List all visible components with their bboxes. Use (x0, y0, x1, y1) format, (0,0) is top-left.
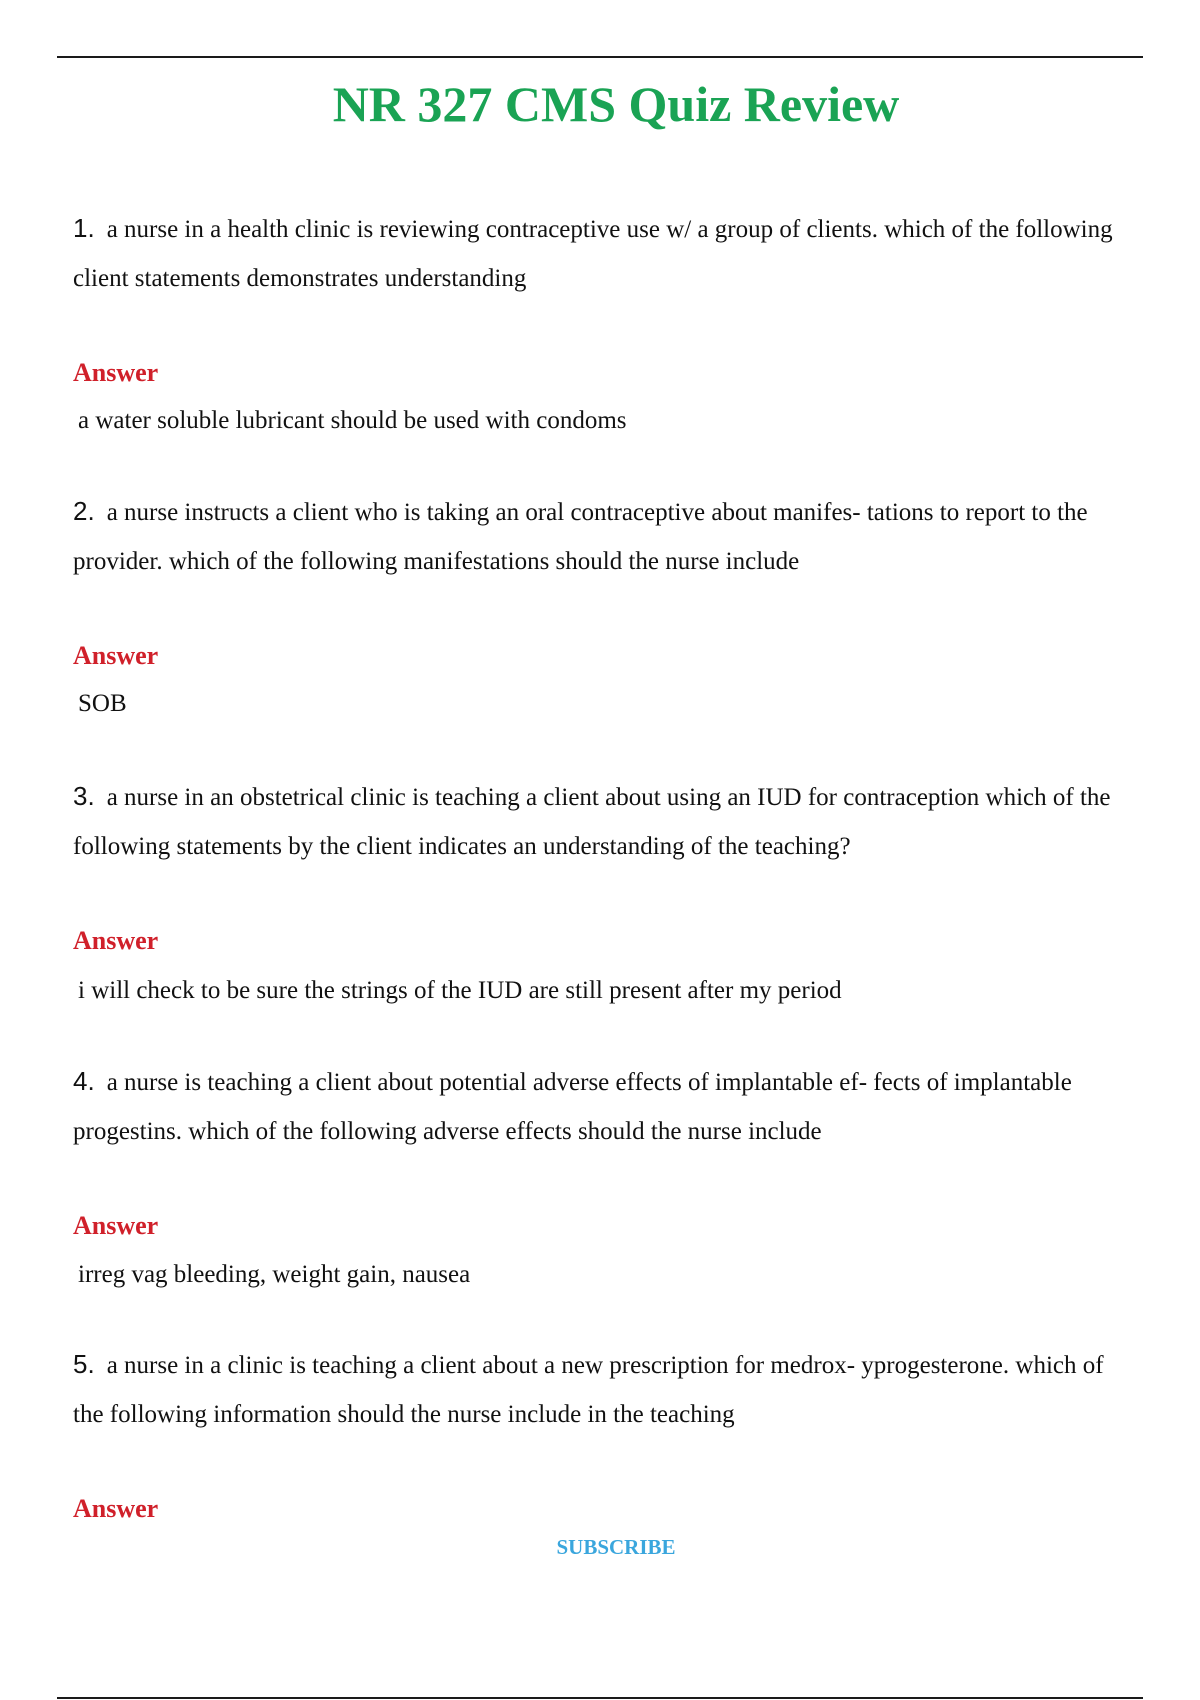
question-block-1 (73, 204, 1133, 434)
question-5 (73, 1340, 1133, 1439)
answer-label: Answer (73, 1211, 159, 1240)
bottom-rule (57, 1697, 1143, 1699)
answer-label: Answer (73, 358, 159, 387)
answer-label: Answer (73, 641, 159, 670)
top-rule (57, 56, 1143, 58)
question-2 (73, 487, 1133, 586)
question-text: a nurse instructs a client who is taking an oral contraceptive about manifes- tations to report to the provider. which of the following manifestations should the nurse include (73, 499, 1088, 575)
answer-text: a water soluble lubricant should be used with condoms (78, 407, 627, 434)
question-number: 5. (73, 1349, 95, 1379)
question-block-3 (73, 772, 1133, 1004)
question-block-4 (73, 1057, 1133, 1288)
answer-label: Answer (73, 1494, 159, 1523)
answer-text: irreg vag bleeding, weight gain, nausea (78, 1261, 471, 1288)
question-number: 4. (73, 1066, 95, 1096)
question-1 (73, 204, 1133, 303)
question-number: 1. (73, 213, 95, 243)
answer-text: i will check to be sure the strings of the IUD are still present after my period (78, 977, 842, 1004)
subscribe-link[interactable]: SUBSCRIBE (556, 1535, 676, 1559)
answer-label: Answer (73, 926, 159, 955)
page-title: NR 327 CMS Quiz Review (332, 76, 900, 132)
question-text: a nurse is teaching a client about potential adverse effects of implantable ef- fects of implantable progestins. which of the following adverse effects should the nurse include (73, 1069, 1072, 1145)
question-4 (73, 1057, 1133, 1156)
question-number: 3. (73, 781, 95, 811)
question-text: a nurse in a clinic is teaching a client about a new prescription for medrox- yprogesterone. which of the following information should the nurse include in the teaching (73, 1352, 1104, 1428)
question-block-5 (73, 1340, 1133, 1523)
question-number: 2. (73, 496, 95, 526)
question-text: a nurse in an obstetrical clinic is teaching a client about using an IUD for contraception which of the following statements by the client indicates an understanding of the teaching? (73, 784, 1111, 860)
question-block-2 (73, 487, 1133, 717)
answer-text: SOB (78, 690, 127, 717)
question-3 (73, 772, 1133, 871)
question-text: a nurse in a health clinic is reviewing contraceptive use w/ a group of clients. which of the following client statements demonstrates understanding (73, 216, 1113, 292)
